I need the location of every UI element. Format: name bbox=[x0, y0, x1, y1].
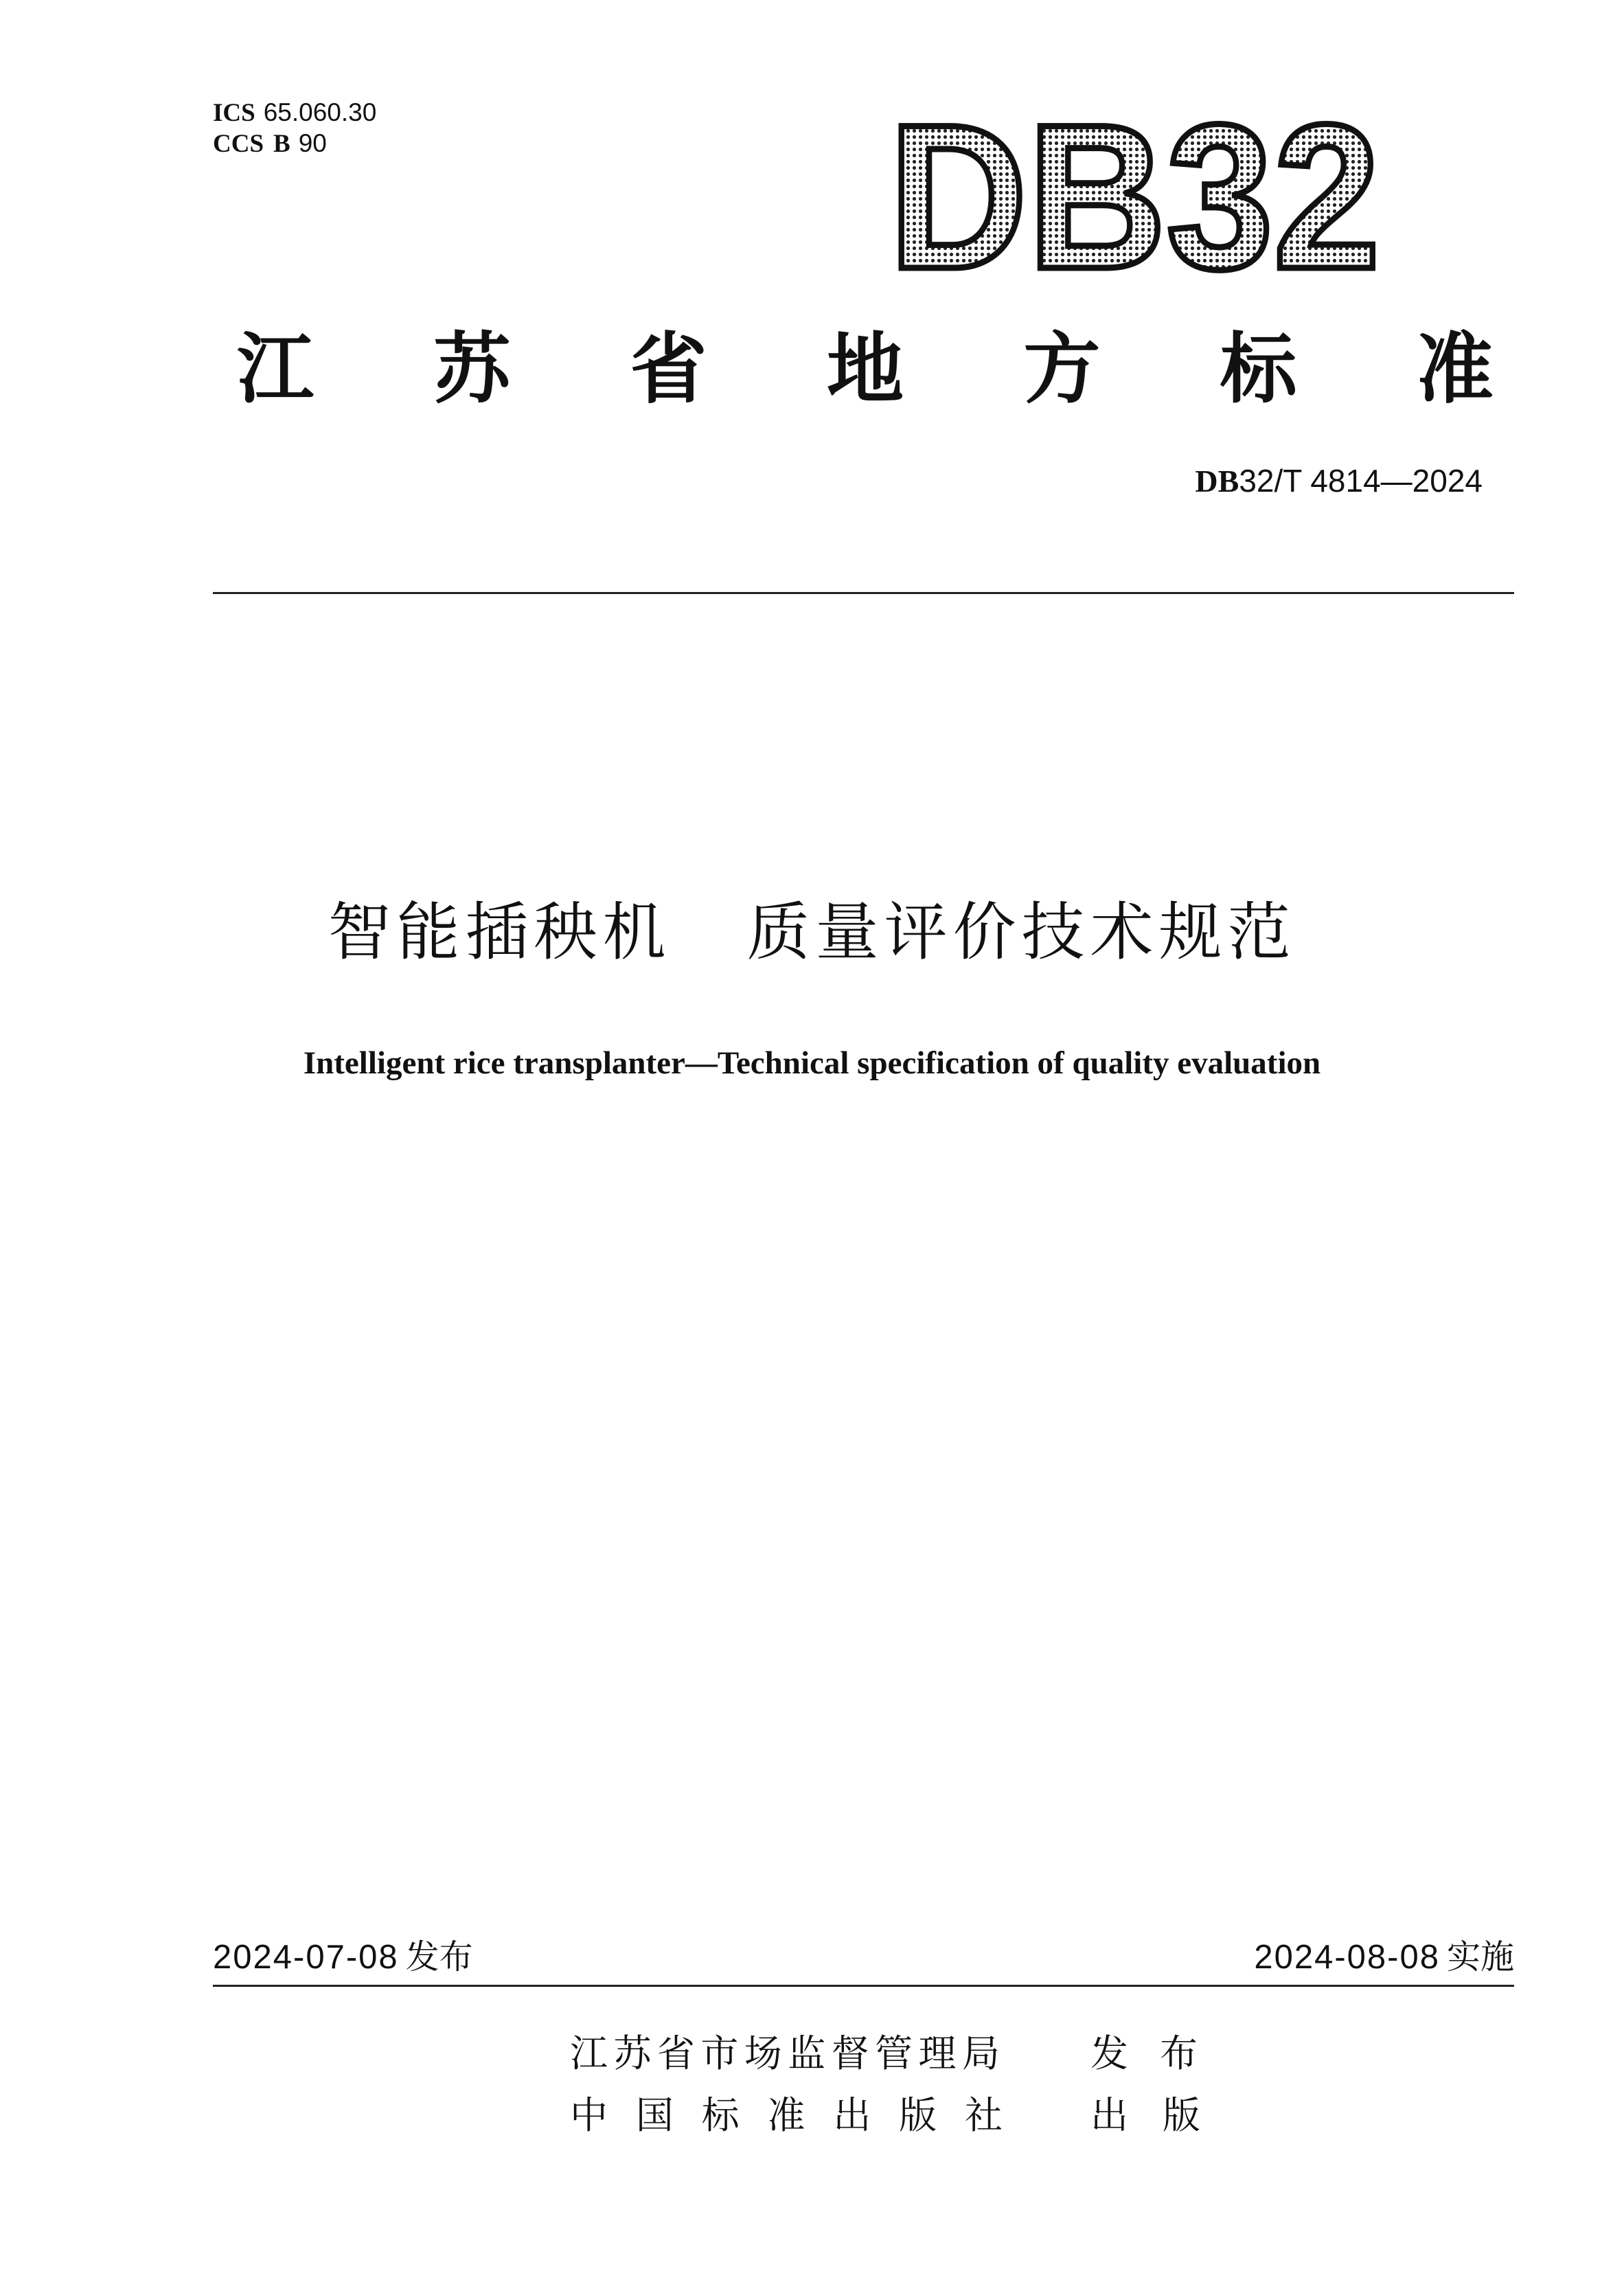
issue-date-word: 发布 bbox=[405, 1937, 473, 1977]
heading-char: 标 bbox=[1220, 325, 1297, 414]
ccs-label: CCS bbox=[213, 130, 264, 158]
ccs-letter: B bbox=[273, 130, 290, 158]
standard-number-rest: 32/T 4814—2024 bbox=[1239, 463, 1483, 499]
publisher-line bbox=[570, 2091, 1200, 2139]
issue-date-value: 2024-07-08 bbox=[213, 1939, 399, 1976]
heading-char: 省 bbox=[630, 325, 707, 414]
ics-row bbox=[213, 98, 376, 128]
ics-label: ICS bbox=[213, 99, 255, 127]
top-divider bbox=[213, 592, 1514, 594]
ccs-row bbox=[213, 128, 376, 159]
classification-codes bbox=[213, 98, 376, 159]
issuer-line bbox=[570, 2029, 1200, 2077]
heading-char: 准 bbox=[1416, 325, 1494, 414]
chinese-title bbox=[0, 891, 1624, 974]
standard-number bbox=[1195, 462, 1483, 501]
db32-logo bbox=[880, 103, 1388, 283]
english-title: Intelligent rice transplanter—Technical specification of quality evaluation bbox=[303, 1045, 1321, 1081]
heading-char: 苏 bbox=[433, 325, 511, 414]
publisher-name: 中国标准出版社 bbox=[570, 2093, 1003, 2137]
issuer-action: 发 布 bbox=[1090, 2031, 1200, 2075]
implementation-date bbox=[1254, 1937, 1514, 1978]
implementation-date-word: 实施 bbox=[1446, 1937, 1514, 1977]
chinese-title-part2: 质量评价技术规范 bbox=[746, 896, 1296, 969]
issuer-name: 江苏省市场监督管理局 bbox=[570, 2031, 1003, 2075]
standard-number-prefix: DB bbox=[1195, 464, 1239, 499]
standard-type-heading bbox=[237, 321, 1494, 418]
db32-logo-text: DB32 bbox=[889, 103, 1380, 283]
issue-date bbox=[213, 1937, 473, 1978]
ccs-value: 90 bbox=[298, 129, 327, 157]
implementation-date-value: 2024-08-08 bbox=[1254, 1939, 1440, 1976]
ics-value: 65.060.30 bbox=[263, 98, 377, 126]
heading-char: 方 bbox=[1023, 325, 1101, 414]
heading-char: 江 bbox=[237, 325, 314, 414]
bottom-divider bbox=[213, 1985, 1514, 1987]
chinese-title-part1: 智能插秧机 bbox=[328, 896, 672, 969]
publisher-action: 出 版 bbox=[1090, 2093, 1200, 2137]
heading-char: 地 bbox=[826, 325, 904, 414]
